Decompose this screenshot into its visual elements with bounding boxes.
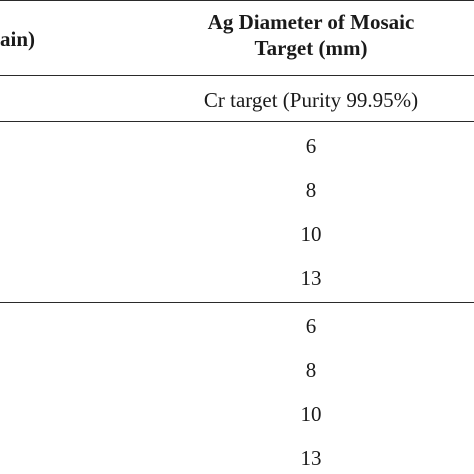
header-bottom-rule <box>0 75 474 76</box>
table-cell: 10 <box>300 222 322 246</box>
table-cell: 13 <box>300 446 322 470</box>
table-cell: 6 <box>305 134 317 158</box>
header-top-rule <box>0 0 474 1</box>
column-header-fragment: ain) <box>0 27 36 51</box>
column-header-line-1: Ag Diameter of Mosaic <box>207 10 415 34</box>
table-cell: 8 <box>305 178 317 202</box>
table-cell: 6 <box>305 314 317 338</box>
column-header-line-2: Target (mm) <box>254 36 368 60</box>
group-separator-rule <box>0 302 474 303</box>
table-cell: 13 <box>300 266 322 290</box>
target-subheader: Cr target (Purity 99.95%) <box>203 88 419 112</box>
table-cell: 10 <box>300 402 322 426</box>
subheader-rule <box>0 121 474 122</box>
table-cell: 8 <box>305 358 317 382</box>
column-header-ag-diameter <box>176 9 446 61</box>
